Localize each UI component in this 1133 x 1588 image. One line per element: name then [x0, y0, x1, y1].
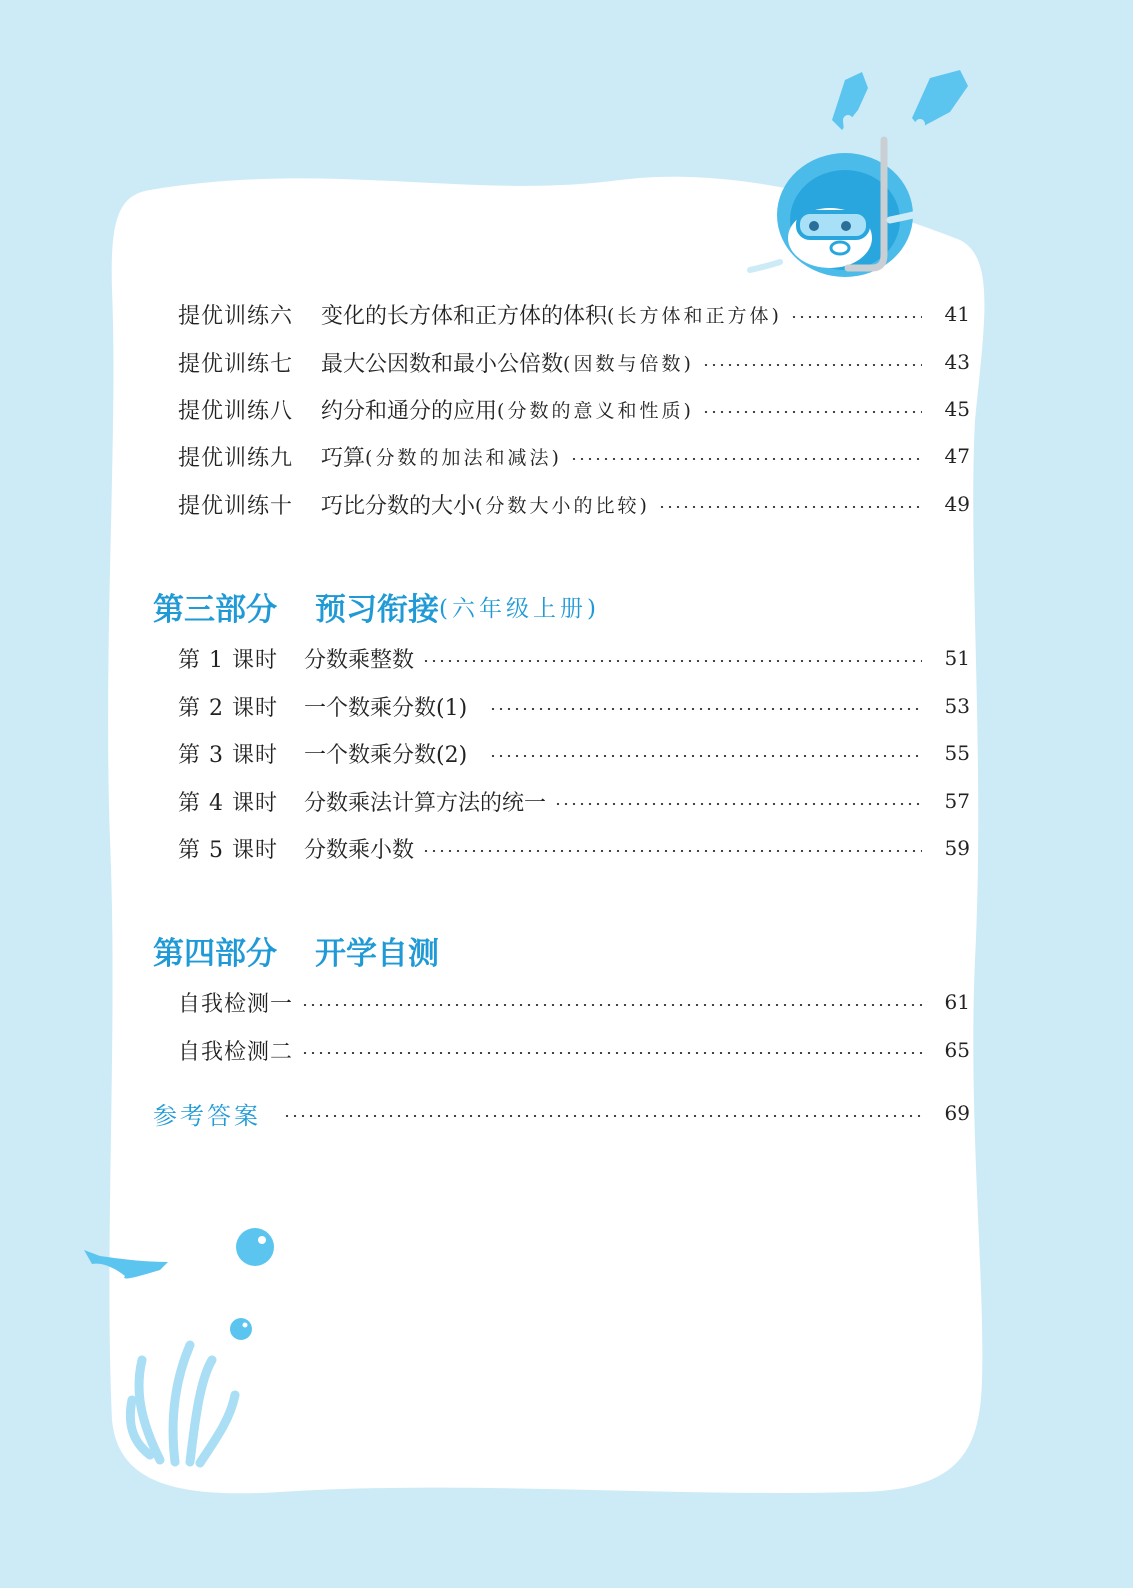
page-number: 47 [944, 444, 970, 468]
section-title: 开学自测 [315, 935, 439, 972]
dot-leader [422, 660, 922, 662]
entry-subtitle: (分数大小的比较) [475, 494, 650, 517]
page-number: 53 [944, 694, 970, 718]
page-number: 45 [944, 397, 970, 421]
toc-entry[interactable] [178, 689, 970, 723]
toc-entry[interactable] [178, 1033, 970, 1067]
dot-leader [702, 411, 922, 413]
dot-leader [702, 364, 922, 366]
entry-title: 约分和通分的应用 [321, 398, 498, 424]
entry-subtitle: (分数的意义和性质) [497, 399, 694, 422]
entry-title: 一个数乘分数(2) [303, 742, 468, 768]
section-heading-part4 [153, 928, 439, 972]
section-subtitle: (六年级上册) [439, 595, 600, 622]
dot-leader [570, 458, 922, 460]
dot-leader [554, 803, 922, 805]
page-number: 59 [944, 836, 970, 860]
dot-leader [489, 755, 922, 757]
toc-entry[interactable] [178, 641, 970, 675]
dot-leader [790, 316, 922, 318]
entry-subtitle: (长方体和正方体) [607, 304, 782, 327]
section-heading-part3 [153, 584, 600, 628]
page-number: 61 [944, 990, 970, 1014]
entry-subtitle: (分数的加法和减法) [365, 446, 562, 469]
toc-entry[interactable] [178, 784, 970, 818]
toc-entry[interactable] [178, 345, 970, 379]
entry-title: 最大公因数和最小公倍数 [321, 351, 564, 377]
page-number: 69 [944, 1101, 970, 1125]
entry-label: 第 1 课时 [178, 647, 278, 673]
entry-title: 巧比分数的大小 [321, 493, 476, 519]
toc-entry[interactable] [178, 297, 970, 331]
entry-label: 提优训练十 [178, 493, 294, 519]
toc-entry[interactable] [178, 392, 970, 426]
dot-leader [489, 708, 922, 710]
toc-entry-answers[interactable] [153, 1095, 970, 1131]
toc-entry[interactable] [178, 736, 970, 770]
entry-label: 第 5 课时 [178, 837, 278, 863]
entry-label: 提优训练六 [178, 303, 294, 329]
entry-title: 分数乘小数 [303, 837, 414, 863]
dot-leader [422, 850, 922, 852]
dot-leader [658, 506, 922, 508]
entry-title: 一个数乘分数(1) [303, 695, 468, 721]
entry-label: 第 4 课时 [178, 790, 278, 816]
entry-label: 自我检测一 [178, 991, 294, 1017]
entry-title: 变化的长方体和正方体的体积 [321, 303, 608, 329]
entry-label: 第 3 课时 [178, 742, 278, 768]
page-number: 49 [944, 492, 970, 516]
entry-title: 巧算 [321, 445, 366, 471]
entry-label: 自我检测二 [178, 1039, 294, 1065]
toc-entry[interactable] [178, 985, 970, 1019]
entry-label: 提优训练七 [178, 351, 294, 377]
toc-entry[interactable] [178, 439, 970, 473]
toc-entry[interactable] [178, 831, 970, 865]
page-number: 41 [944, 302, 970, 326]
dot-leader [301, 1052, 922, 1054]
page-number: 55 [944, 741, 970, 765]
entry-title: 分数乘整数 [303, 647, 414, 673]
entry-title: 分数乘法计算方法的统一 [303, 790, 546, 816]
page-number: 65 [944, 1038, 970, 1062]
dot-leader [283, 1115, 922, 1117]
dot-leader [301, 1004, 922, 1006]
entry-label: 第 2 课时 [178, 695, 278, 721]
page-number: 57 [944, 789, 970, 813]
page-number: 43 [944, 350, 970, 374]
toc-entry[interactable] [178, 487, 970, 521]
entry-label: 提优训练八 [178, 398, 294, 424]
section-title: 预习衔接 [315, 591, 439, 628]
section-number: 第三部分 [153, 591, 277, 628]
answers-label: 参考答案 [153, 1101, 261, 1130]
entry-subtitle: (因数与倍数) [563, 352, 694, 375]
page-number: 51 [944, 646, 970, 670]
section-number: 第四部分 [153, 935, 277, 972]
entry-label: 提优训练九 [178, 445, 294, 471]
